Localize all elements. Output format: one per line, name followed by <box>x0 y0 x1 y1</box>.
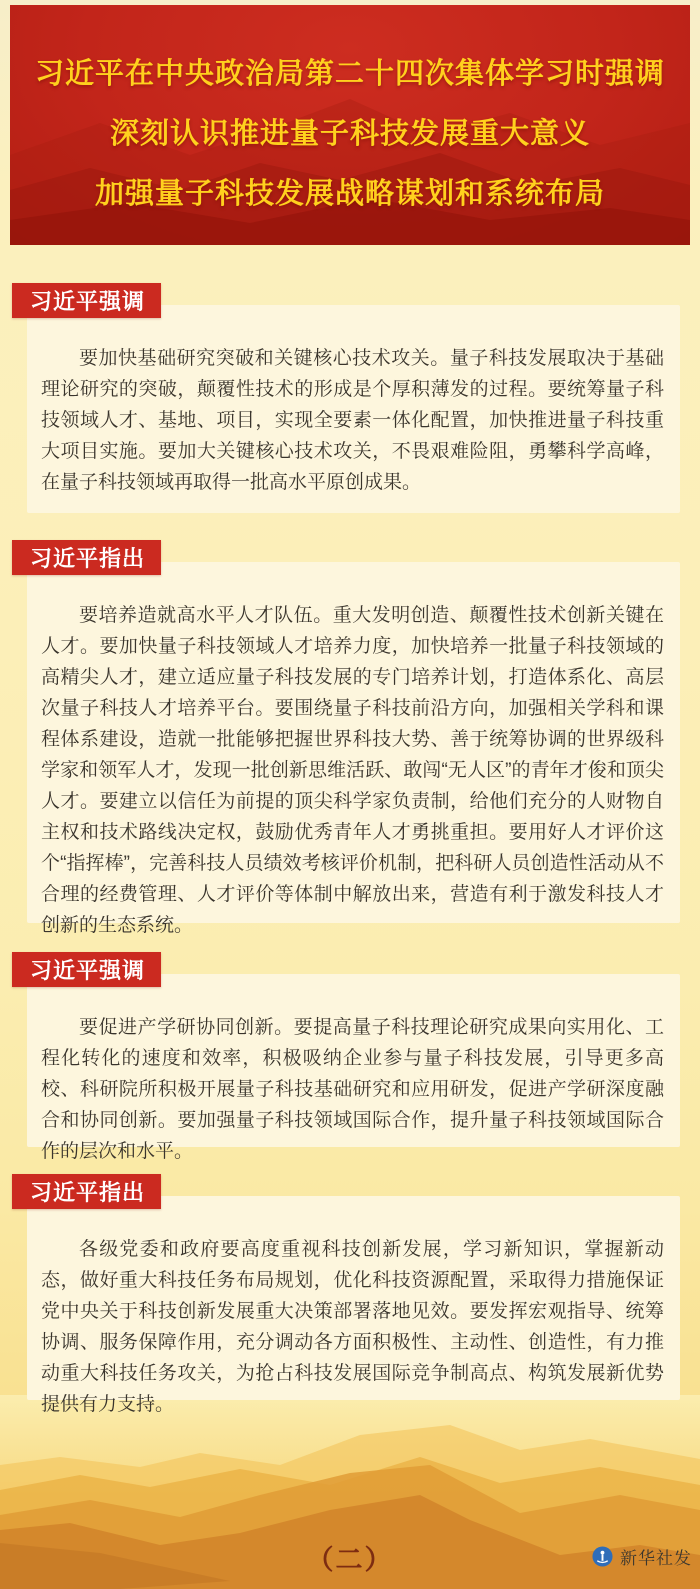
section-1-badge: 习近平强调 <box>12 283 161 318</box>
section-4-text: 各级党委和政府要高度重视科技创新发展，学习新知识，掌握新动态，做好重大科技任务布局规划，优化科技资源配置，采取得力措施保证党中央关于科技创新发展重大决策部署落地见效。要发挥宏观指导、统筹协调、服务保障作用，充分调动各方面积极性、主动性、创造性，有力推动重大科技任务攻关，为抢占科技发展国际竞争制高点、构筑发展新优势提供有力支持。 <box>41 1239 664 1415</box>
section-3-badge: 习近平强调 <box>12 952 161 987</box>
section-1-panel <box>27 305 680 513</box>
section-3-text: 要促进产学研协同创新。要提高量子科技理论研究成果向实用化、工程化转化的速度和效率，积极吸纳企业参与量子科技发展，引导更多高校、科研院所积极开展量子科技基础研究和应用研发，促进产学研深度融合和协同创新。要加强量子科技领域国际合作，提升量子科技领域国际合作的层次和水平。 <box>41 1017 664 1162</box>
agency-credit-text: 新华社发 <box>620 1549 692 1568</box>
section-1-text: 要加快基础研究突破和关键核心技术攻关。量子科技发展取决于基础理论研究的突破，颠覆性技术的形成是个厚积薄发的过程。要统筹量子科技领域人才、基地、项目，实现全要素一体化配置，加快推进量子科技重大项目实施。要加大关键核心技术攻关，不畏艰难险阻，勇攀科学高峰，在量子科技领域再取得一批高水平原创成果。 <box>41 348 664 493</box>
page-number-marker: （二） <box>306 1545 394 1575</box>
agency-credit <box>592 1544 692 1569</box>
section-2-text: 要培养造就高水平人才队伍。重大发明创造、颠覆性技术创新关键在人才。要加快量子科技领域人才培养力度，加快培养一批量子科技领域的高精尖人才，建立适应量子科技发展的专门培养计划，打造体系化、高层次量子科技人才培养平台。要围绕量子科技前沿方向，加强相关学科和课程体系建设，造就一批能够把握世界科技大势、善于统筹协调的世界级科学家和领军人才，发现一批创新思维活跃、敢闯“无人区”的青年才俊和顶尖人才。要建立以信任为前提的顶尖科学家负责制，给他们充分的人财物自主权和技术路线决定权，鼓励优秀青年人才勇挑重担。要用好人才评价这个“指挥棒”，完善科技人员绩效考核评价机制，把科研人员创造性活动从不合理的经费管理、人才评价等体制中解放出来，营造有利于激发科技人才创新的生态系统。 <box>41 605 664 936</box>
section-2-badge: 习近平指出 <box>12 540 161 575</box>
headline-line-2: 深刻认识推进量子科技发展重大意义 <box>109 117 590 150</box>
xinhua-logo-icon <box>592 1546 613 1567</box>
headline-line-1: 习近平在中央政治局第二十四次集体学习时强调 <box>34 57 665 90</box>
headline-banner <box>10 5 690 245</box>
headline-line-3: 加强量子科技发展战略谋划和系统布局 <box>94 177 605 210</box>
section-3-panel <box>27 974 680 1162</box>
section-4-badge: 习近平指出 <box>12 1174 161 1209</box>
section-4-panel <box>27 1196 680 1415</box>
section-2-panel <box>27 562 680 936</box>
headline-title-block <box>10 5 690 245</box>
